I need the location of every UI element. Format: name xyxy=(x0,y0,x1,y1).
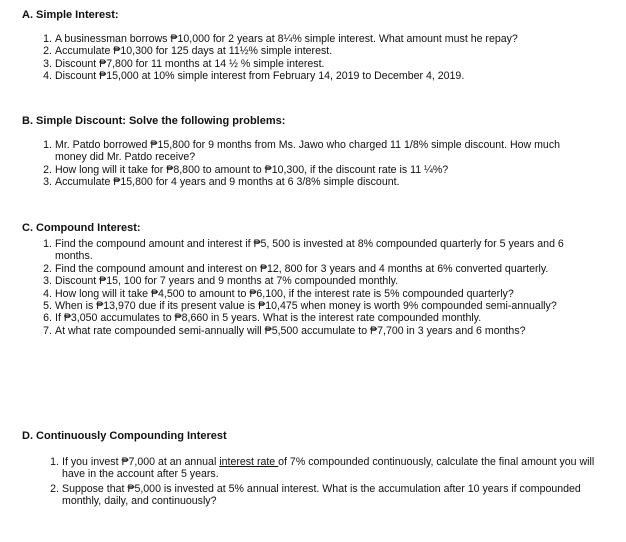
item-number: 3. xyxy=(43,176,52,189)
item-number: 3. xyxy=(43,57,52,70)
item-text: Find the compound amount and interest on ₱12, 800 for 3 years and 4 months at 6% converted quarterly. xyxy=(55,262,549,275)
item-text: At what rate compounded semi-annually will ₱5,500 accumulate to ₱7,700 in 3 years and 6 months? xyxy=(55,324,526,337)
list-item xyxy=(38,33,613,45)
item-text: Find the compound amount and interest if ₱5, 500 is invested at 8% compounded quarterly for 5 years and 6 months. xyxy=(55,238,564,263)
list-item xyxy=(38,263,598,275)
section-b-list xyxy=(38,139,598,189)
item-number: 2. xyxy=(43,262,52,275)
section-a-heading: A. Simple Interest: xyxy=(22,9,119,21)
item-number: 1. xyxy=(43,33,52,45)
list-item xyxy=(45,483,610,508)
item-number: 5. xyxy=(43,300,52,313)
list-item xyxy=(38,176,598,188)
interest-rate-link[interactable]: interest rate xyxy=(219,456,279,468)
item-text: A businessman borrows ₱10,000 for 2 years at 8¼% simple interest. What amount must he repay? xyxy=(55,33,518,45)
item-text-post: of 7% compounded continuously, calculate the final amount you will have in the account after 5 years. xyxy=(62,456,595,481)
item-number: 3. xyxy=(43,275,52,288)
list-item xyxy=(45,456,610,481)
item-text: Accumulate ₱15,800 for 4 years and 9 months at 6 3/8% simple discount. xyxy=(55,176,400,189)
item-number: 1. xyxy=(50,456,59,468)
list-item xyxy=(38,164,598,176)
item-text: How long will it take ₱4,500 to amount to ₱6,100, if the interest rate is 5% compounded quarterly? xyxy=(55,287,514,300)
list-item xyxy=(38,45,613,57)
item-text: When is ₱13,970 due if its present value is ₱10,475 when money is worth 9% compounded semi-annually? xyxy=(55,300,557,313)
item-number: 2. xyxy=(43,45,52,58)
item-text: If ₱3,050 accumulates to ₱8,660 in 5 years. What is the interest rate compounded monthly. xyxy=(55,312,482,325)
item-text: Mr. Patdo borrowed ₱15,800 for 9 months from Ms. Jawo who charged 11 1/8% simple discount. How much money did Mr. Patdo receive? xyxy=(55,139,561,164)
item-number: 2. xyxy=(50,482,59,495)
section-d-heading: D. Continuously Compounding Interest xyxy=(22,430,227,442)
item-number: 1. xyxy=(43,139,52,151)
list-item xyxy=(38,275,598,287)
section-c-heading: C. Compound Interest: xyxy=(22,222,141,234)
item-text-pre: If you invest ₱7,000 at an annual xyxy=(62,456,220,468)
list-item xyxy=(38,300,598,312)
section-c-list xyxy=(38,238,598,337)
item-number: 1. xyxy=(43,238,52,250)
list-item xyxy=(38,139,598,164)
item-text: How long will it take for ₱8,800 to amount to ₱10,300, if the discount rate is 11 ¼%? xyxy=(55,163,449,176)
list-item xyxy=(38,70,613,82)
item-text: Suppose that ₱5,000 is invested at 5% annual interest. What is the accumulation after 10 years if compounded monthly, daily, and continuously? xyxy=(62,482,581,508)
list-item xyxy=(38,325,598,337)
item-number: 7. xyxy=(43,324,52,337)
item-number: 4. xyxy=(43,287,52,300)
item-text: Accumulate ₱10,300 for 125 days at 11½% simple interest. xyxy=(55,45,333,58)
section-d-list xyxy=(45,456,610,508)
list-item xyxy=(38,288,618,300)
list-item xyxy=(38,58,613,70)
section-b-heading: B. Simple Discount: Solve the following problems: xyxy=(22,115,286,127)
item-text: Discount ₱15,000 at 10% simple interest from February 14, 2019 to December 4, 2019. xyxy=(55,70,465,83)
item-number: 6. xyxy=(43,312,52,325)
list-item xyxy=(38,238,598,263)
item-text: Discount ₱7,800 for 11 months at 14 ½ % simple interest. xyxy=(55,57,325,70)
section-a-list xyxy=(38,33,613,83)
list-item xyxy=(38,312,598,324)
item-number: 4. xyxy=(43,70,52,83)
item-number: 2. xyxy=(43,163,52,176)
item-text: Discount ₱15, 100 for 7 years and 9 months at 7% compounded monthly. xyxy=(55,275,399,288)
